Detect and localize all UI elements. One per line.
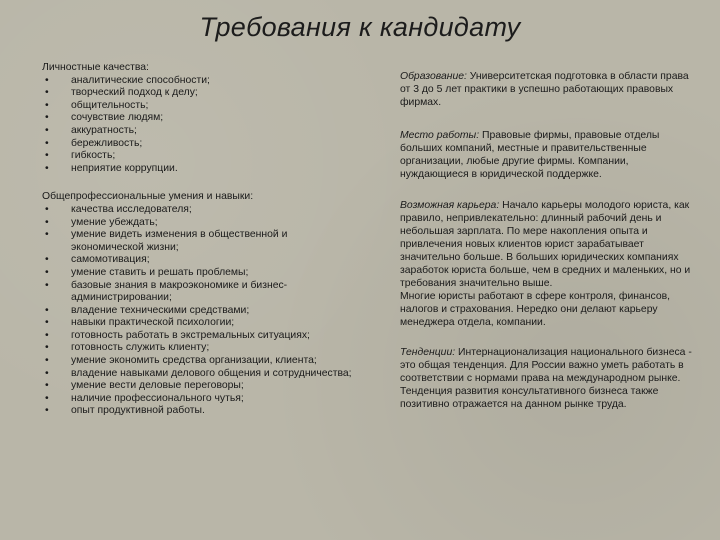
bullet-icon: • <box>45 74 49 86</box>
list-item-text: самомотивация; <box>71 254 150 266</box>
bullet-icon: • <box>45 150 49 162</box>
education-label: Образование: <box>400 71 467 82</box>
list-item-text: наличие профессионального чутья; <box>71 392 244 404</box>
list-item <box>42 305 360 318</box>
list-item <box>42 75 360 88</box>
list-item-text: гибкость; <box>71 150 116 162</box>
bullet-icon: • <box>45 304 49 316</box>
list-item-text: владение навыками делового общения и сотрудничества; <box>71 367 352 379</box>
list-item <box>42 280 360 305</box>
list-item-text: умение экономить средства организации, клиента; <box>71 355 317 367</box>
career-text: Начало карьеры молодого юриста, как правило, непривлекательно: длинный рабочий день и небольшая зарплата. По мере накопления опыта и привлечения новых клиентов юрист зарабатывает значительно больше. В больших юридических компаниях заработок юриста больше, чем в средних и маленьких, но и требования значительно выше. <box>400 200 691 289</box>
list-item-text: готовность работать в экстремальных ситуациях; <box>71 329 310 341</box>
list-item <box>42 150 360 163</box>
list-item-text: умение видеть изменения в общественной и экономической жизни; <box>71 229 288 253</box>
bullet-icon: • <box>45 342 49 354</box>
trends-label: Тенденции: <box>400 347 456 358</box>
bullet-icon: • <box>45 405 49 417</box>
education-paragraph <box>400 70 700 109</box>
list-item-text: опыт продуктивной работы. <box>71 405 205 417</box>
list-item-text: аккуратность; <box>71 124 137 136</box>
professional-skills-heading: Общепрофессиональные умения и навыки: <box>42 191 254 203</box>
list-item <box>42 229 360 254</box>
list-item-text: неприятие коррупции. <box>71 162 178 174</box>
list-item <box>42 254 360 267</box>
list-item <box>42 393 360 406</box>
list-item-text: умение убеждать; <box>71 216 158 228</box>
list-item <box>42 204 360 217</box>
bullet-icon: • <box>45 99 49 111</box>
bullet-icon: • <box>45 367 49 379</box>
career-paragraph-2: Многие юристы работают в сфере контроля, финансов, налогов и страхования. Нередко они делают карьеру менеджера отдела, компании. <box>400 291 671 328</box>
education-text: Университетская подготовка в области права от 3 до 5 лет практики в успешно работающих правовых фирмах. <box>400 71 689 108</box>
list-item <box>42 355 360 368</box>
list-item <box>42 87 360 100</box>
list-item <box>42 380 360 393</box>
bullet-icon: • <box>45 380 49 392</box>
list-item <box>42 217 360 230</box>
personal-qualities-list <box>42 75 360 176</box>
list-item-text: общительность; <box>71 99 149 111</box>
left-column <box>42 62 360 418</box>
bullet-icon: • <box>45 137 49 149</box>
workplace-paragraph <box>400 129 700 181</box>
list-item <box>42 330 360 343</box>
bullet-icon: • <box>45 229 49 241</box>
list-item <box>42 138 360 151</box>
slide-title: Требования к кандидату <box>199 12 521 42</box>
bullet-icon: • <box>45 355 49 367</box>
list-item-text: умение ставить и решать проблемы; <box>71 266 249 278</box>
bullet-icon: • <box>45 254 49 266</box>
list-item-text: умение вести деловые переговоры; <box>71 380 244 392</box>
list-item-text: владение техническими средствами; <box>71 304 250 316</box>
bullet-icon: • <box>45 124 49 136</box>
list-item <box>42 317 360 330</box>
bullet-icon: • <box>45 279 49 291</box>
list-item <box>42 267 360 280</box>
list-item <box>42 368 360 381</box>
list-item-text: аналитические способности; <box>71 74 210 86</box>
list-item <box>42 100 360 113</box>
trends-text: Интернационализация национального бизнеса - это общая тенденция. Для России важно уметь работать в соответствии с нормами права на международном рынке. Тенденция развития консультативного бизнеса также позитивно отражается на данном рынке труда. <box>400 347 692 410</box>
list-item-text: готовность служить клиенту; <box>71 342 210 354</box>
trends-paragraph <box>400 346 700 411</box>
workplace-text: Правовые фирмы, правовые отделы больших компаний, местные и правительственные организации, любые другие фирмы. Компании, нуждающиеся в юридической поддержке. <box>400 130 660 180</box>
personal-qualities-heading: Личностные качества: <box>42 62 149 73</box>
right-column <box>400 70 700 411</box>
career-label: Возможная карьера: <box>400 200 500 211</box>
bullet-icon: • <box>45 317 49 329</box>
list-item <box>42 163 360 176</box>
bullet-icon: • <box>45 87 49 99</box>
list-item-text: творческий подход к делу; <box>71 87 198 99</box>
bullet-icon: • <box>45 162 49 174</box>
list-item <box>42 342 360 355</box>
list-item-text: базовые знания в макроэкономике и бизнес-администрировании; <box>71 279 288 304</box>
bullet-icon: • <box>45 329 49 341</box>
list-item-text: сочувствие людям; <box>71 112 164 124</box>
bullet-icon: • <box>45 112 49 124</box>
bullet-icon: • <box>45 266 49 278</box>
list-item <box>42 112 360 125</box>
list-item-text: бережливость; <box>71 137 143 149</box>
list-item <box>42 125 360 138</box>
career-paragraph <box>400 199 700 290</box>
bullet-icon: • <box>45 203 49 215</box>
list-item-text: навыки практической психологии; <box>71 317 235 329</box>
list-item <box>42 405 360 418</box>
bullet-icon: • <box>45 392 49 404</box>
bullet-icon: • <box>45 216 49 228</box>
workplace-label: Место работы: <box>400 130 480 141</box>
professional-skills-list <box>42 204 360 418</box>
list-item-text: качества исследователя; <box>71 203 192 215</box>
